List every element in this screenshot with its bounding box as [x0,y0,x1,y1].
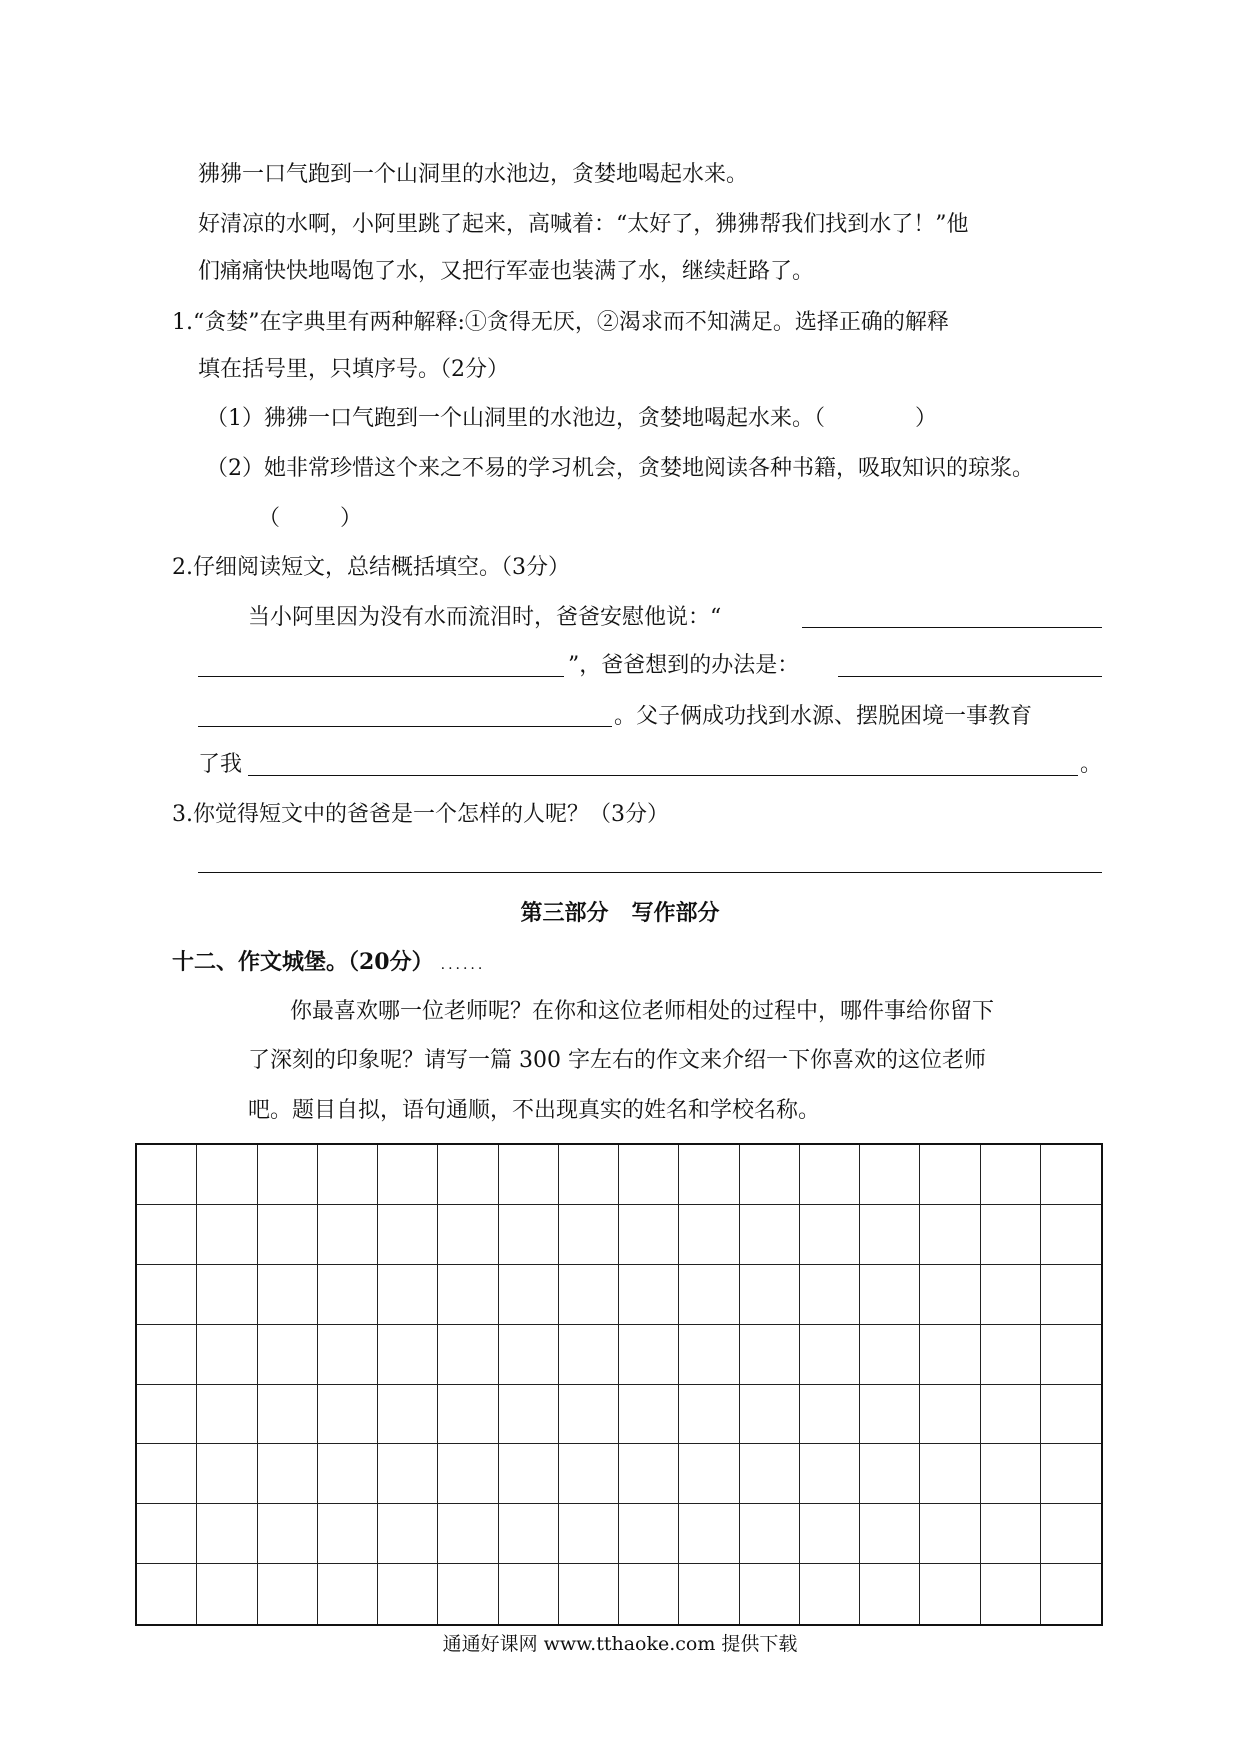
grid-cell[interactable] [860,1564,920,1624]
grid-cell[interactable] [619,1265,679,1325]
grid-cell[interactable] [800,1205,860,1265]
grid-cell[interactable] [740,1325,800,1385]
q1-sub-1-close: ） [915,406,938,431]
grid-cell[interactable] [318,1145,378,1205]
grid-cell[interactable] [800,1145,860,1205]
grid-cell[interactable] [499,1145,559,1205]
grid-cell[interactable] [559,1385,619,1445]
grid-cell[interactable] [318,1564,378,1624]
q1-sub-2-bracket [258,504,362,534]
essay-prompt-2: 了深刻的印象呢？请写一篇 300 字左右的作文来介绍一下你喜欢的这位老师 [248,1048,986,1073]
grid-cell[interactable] [679,1444,739,1504]
grid-cell[interactable] [378,1205,438,1265]
q2-blank-3[interactable] [838,676,1102,677]
grid-cell[interactable] [679,1265,739,1325]
grid-cell[interactable] [740,1444,800,1504]
grid-cell[interactable] [258,1325,318,1385]
grid-cell[interactable] [318,1444,378,1504]
grid-cell[interactable] [920,1564,980,1624]
q2-blank-1[interactable] [802,627,1102,628]
q1-sub-2: （2）她非常珍惜这个来之不易的学习机会，贪婪地阅读各种书籍，吸取知识的琼浆。 [206,456,1034,481]
grid-cell[interactable] [619,1504,679,1564]
grid-cell[interactable] [860,1385,920,1445]
grid-cell[interactable] [619,1325,679,1385]
grid-cell[interactable] [438,1444,498,1504]
grid-cell[interactable] [981,1145,1041,1205]
grid-cell[interactable] [981,1564,1041,1624]
grid-cell[interactable] [137,1504,197,1564]
essay-prompt-1: 你最喜欢哪一位老师呢？在你和这位老师相处的过程中，哪件事给你留下 [290,999,995,1024]
grid-cell[interactable] [438,1564,498,1624]
grid-cell[interactable] [619,1564,679,1624]
grid-cell[interactable] [679,1504,739,1564]
grid-cell[interactable] [860,1145,920,1205]
grid-cell[interactable] [438,1385,498,1445]
grid-cell[interactable] [438,1265,498,1325]
grid-cell[interactable] [378,1564,438,1624]
q3-answer-line[interactable] [198,872,1102,873]
grid-cell[interactable] [318,1325,378,1385]
grid-cell[interactable] [1041,1325,1101,1385]
grid-cell[interactable] [318,1265,378,1325]
grid-cell[interactable] [499,1385,559,1445]
grid-cell[interactable] [800,1265,860,1325]
grid-cell[interactable] [378,1145,438,1205]
grid-cell[interactable] [438,1504,498,1564]
grid-cell[interactable] [740,1564,800,1624]
q1-sub-2-open: （ [258,506,281,531]
grid-cell[interactable] [679,1385,739,1445]
q1-line-2: 填在括号里，只填序号。（2分） [198,357,509,382]
grid-cell[interactable] [318,1205,378,1265]
q2-blank-4[interactable] [198,726,612,727]
grid-cell[interactable] [920,1385,980,1445]
essay-prompt-3: 吧。题目自拟，语句通顺，不出现真实的姓名和学校名称。 [248,1098,821,1123]
grid-cell[interactable] [679,1325,739,1385]
grid-cell[interactable] [860,1265,920,1325]
grid-cell[interactable] [860,1205,920,1265]
grid-cell[interactable] [800,1444,860,1504]
grid-cell[interactable] [499,1265,559,1325]
grid-cell[interactable] [1041,1385,1101,1445]
essay-heading-dots: ...... [440,957,486,973]
grid-cell[interactable] [438,1325,498,1385]
passage-line-2: 好清凉的水啊，小阿里跳了起来，高喊着：“太好了，狒狒帮我们找到水了！”他 [198,212,969,237]
grid-cell[interactable] [137,1325,197,1385]
grid-cell[interactable] [920,1145,980,1205]
essay-heading: 十二、作文城堡。（20分） [172,949,434,975]
grid-cell[interactable] [981,1385,1041,1445]
q2-blank-2[interactable] [198,676,564,677]
q2-text-3: 。父子俩成功找到水源、摆脱困境一事教育 [614,704,1033,729]
grid-cell[interactable] [137,1205,197,1265]
grid-cell[interactable] [981,1205,1041,1265]
grid-cell[interactable] [258,1265,318,1325]
grid-cell[interactable] [740,1265,800,1325]
grid-cell[interactable] [679,1205,739,1265]
grid-cell[interactable] [438,1145,498,1205]
grid-cell[interactable] [197,1564,257,1624]
q2-title: 2.仔细阅读短文，总结概括填空。（3分） [172,555,570,580]
grid-cell[interactable] [800,1564,860,1624]
q3-title: 3.你觉得短文中的爸爸是一个怎样的人呢？（3分） [172,802,669,827]
grid-cell[interactable] [981,1504,1041,1564]
footer-credit: 通通好课网 www.tthaoke.com 提供下载 [442,1633,798,1655]
grid-cell[interactable] [499,1504,559,1564]
q2-text-4b: 。 [1080,752,1103,777]
grid-cell[interactable] [559,1145,619,1205]
grid-cell[interactable] [981,1325,1041,1385]
grid-cell[interactable] [740,1504,800,1564]
grid-cell[interactable] [920,1444,980,1504]
grid-cell[interactable] [920,1504,980,1564]
grid-cell[interactable] [800,1385,860,1445]
q1-sub-2-close: ） [340,506,363,531]
grid-cell[interactable] [499,1205,559,1265]
grid-cell[interactable] [559,1265,619,1325]
grid-cell[interactable] [1041,1145,1101,1205]
grid-cell[interactable] [378,1504,438,1564]
grid-cell[interactable] [378,1444,438,1504]
grid-cell[interactable] [499,1564,559,1624]
grid-cell[interactable] [137,1145,197,1205]
grid-cell[interactable] [137,1265,197,1325]
grid-cell[interactable] [619,1205,679,1265]
grid-cell[interactable] [499,1325,559,1385]
grid-cell[interactable] [258,1385,318,1445]
grid-cell[interactable] [559,1564,619,1624]
grid-cell[interactable] [197,1145,257,1205]
grid-cell[interactable] [197,1265,257,1325]
grid-cell[interactable] [258,1444,318,1504]
grid-cell[interactable] [197,1444,257,1504]
grid-cell[interactable] [981,1265,1041,1325]
grid-cell[interactable] [559,1325,619,1385]
grid-cell[interactable] [378,1385,438,1445]
grid-cell[interactable] [920,1325,980,1385]
q2-text-1: 当小阿里因为没有水而流泪时，爸爸安慰他说：“ [248,605,722,630]
grid-cell[interactable] [800,1325,860,1385]
grid-cell[interactable] [318,1504,378,1564]
grid-cell[interactable] [1041,1504,1101,1564]
grid-cell[interactable] [378,1265,438,1325]
part3-title: 第三部分 写作部分 [520,900,720,926]
grid-cell[interactable] [258,1145,318,1205]
grid-cell[interactable] [1041,1205,1101,1265]
grid-cell[interactable] [981,1444,1041,1504]
q1-sub-1-text: （1）狒狒一口气跑到一个山洞里的水池边，贪婪地喝起水来。（ [206,406,825,431]
grid-cell[interactable] [860,1504,920,1564]
grid-cell[interactable] [619,1145,679,1205]
grid-cell[interactable] [1041,1564,1101,1624]
grid-cell[interactable] [1041,1265,1101,1325]
grid-cell[interactable] [619,1385,679,1445]
grid-cell[interactable] [137,1564,197,1624]
q1-sub-1 [206,404,937,434]
grid-cell[interactable] [920,1265,980,1325]
grid-cell[interactable] [619,1444,679,1504]
grid-cell[interactable] [559,1444,619,1504]
grid-cell[interactable] [499,1444,559,1504]
grid-cell[interactable] [860,1444,920,1504]
q2-text-4a: 了我 [198,752,243,777]
grid-cell[interactable] [740,1205,800,1265]
grid-cell[interactable] [679,1564,739,1624]
grid-cell[interactable] [860,1325,920,1385]
grid-cell[interactable] [1041,1444,1101,1504]
passage-line-3: 们痛痛快快地喝饱了水，又把行军壶也装满了水，继续赶路了。 [198,259,815,284]
grid-cell[interactable] [258,1564,318,1624]
grid-cell[interactable] [197,1325,257,1385]
grid-cell[interactable] [740,1145,800,1205]
passage-line-1: 狒狒一口气跑到一个山洞里的水池边，贪婪地喝起水来。 [198,162,749,187]
grid-cell[interactable] [378,1325,438,1385]
grid-cell[interactable] [197,1205,257,1265]
grid-cell[interactable] [197,1504,257,1564]
grid-cell[interactable] [197,1385,257,1445]
q2-text-2: ”，爸爸想到的办法是： [568,653,800,678]
writing-grid[interactable] [135,1143,1103,1626]
grid-cell[interactable] [679,1145,739,1205]
q2-blank-5[interactable] [248,775,1078,776]
grid-cell[interactable] [258,1504,318,1564]
grid-cell[interactable] [137,1444,197,1504]
grid-cell[interactable] [438,1205,498,1265]
grid-cell[interactable] [920,1205,980,1265]
grid-cell[interactable] [740,1385,800,1445]
grid-cell[interactable] [800,1504,860,1564]
grid-cell[interactable] [559,1504,619,1564]
grid-cell[interactable] [318,1385,378,1445]
grid-cell[interactable] [258,1205,318,1265]
grid-cell[interactable] [559,1205,619,1265]
essay-heading-row [172,947,485,980]
grid-cell[interactable] [137,1385,197,1445]
q1-line-1: 1.“贪婪”在字典里有两种解释:①贪得无厌，②渴求而不知满足。选择正确的解释 [172,310,949,335]
